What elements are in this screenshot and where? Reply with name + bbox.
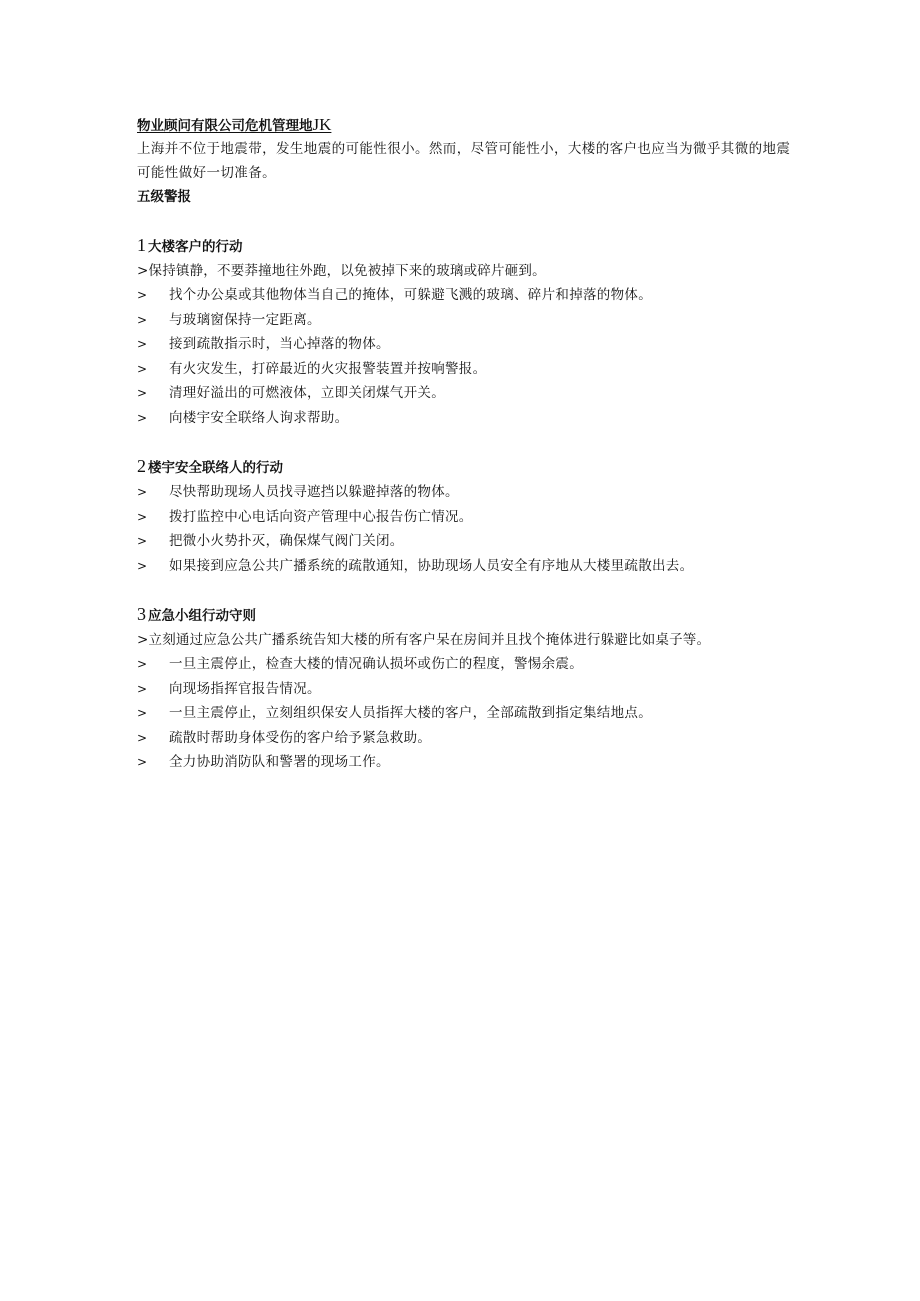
list-item	[137, 283, 797, 308]
list-item	[137, 357, 797, 382]
list-item	[137, 332, 797, 357]
alert-level-heading: 五级警报	[137, 189, 191, 205]
list-item-text: 疏散时帮助身体受伤的客户给予紧急救助。	[169, 729, 432, 746]
section-lead-line: >立刻通过应急公共广播系统告知大楼的所有客户呆在房间并且找个掩体进行躲避比如桌子等。	[137, 632, 711, 648]
list-item-text: 全力协助消防队和警署的现场工作。	[169, 754, 390, 770]
list-item	[137, 505, 797, 530]
bullet-marker: >	[137, 410, 148, 425]
list-item	[137, 750, 797, 775]
list-item	[137, 701, 797, 726]
bullet-marker: >	[137, 681, 148, 696]
list-item-text: 一旦主震停止，立刻组织保安人员指挥大楼的客户，全部疏散到指定集结地点。	[169, 705, 652, 721]
bullet-marker: >	[137, 509, 148, 524]
bullet-marker: >	[137, 288, 148, 302]
section-number: 3	[137, 604, 146, 624]
section-number: 1	[137, 235, 146, 255]
list-item-text: 尽快帮助现场人员找寻遮挡以躲避掉落的物体。	[169, 484, 459, 500]
title-suffix: JK	[312, 115, 332, 134]
bullet-marker: >	[137, 386, 148, 400]
bullet-marker: >	[137, 485, 148, 499]
list-item-text: 拨打监控中心电话向资产管理中心报告伤亡情况。	[169, 508, 473, 525]
bullet-marker: >	[137, 755, 148, 769]
section-heading	[137, 454, 797, 480]
section-number: 2	[137, 456, 146, 476]
bullet-marker: >	[137, 312, 148, 327]
section-1	[137, 233, 797, 430]
list-item-text: 向楼宇安全联络人询求帮助。	[169, 409, 349, 426]
section-heading	[137, 233, 797, 259]
list-item	[137, 652, 797, 677]
list-item-text: 把微小火势扑灭，确保煤气阀门关闭。	[169, 533, 404, 549]
list-item-text: 一旦主震停止，检查大楼的情况确认损坏或伤亡的程度，警惕余震。	[169, 656, 583, 672]
list-item-text: 向现场指挥官报告情况。	[169, 680, 321, 697]
section-heading	[137, 602, 797, 628]
section-heading-text: 楼宇安全联络人的行动	[148, 460, 283, 476]
list-item-text: 有火灾发生，打碎最近的火灾报警装置并按响警报。	[169, 360, 487, 377]
list-item	[137, 308, 797, 333]
section-lead-line: >保持镇静，不要莽撞地往外跑，以免被掉下来的玻璃或碎片砸到。	[137, 263, 546, 279]
sections-container	[137, 233, 797, 775]
bullet-marker: >	[137, 534, 148, 548]
list-item	[137, 677, 797, 702]
bullet-marker: >	[137, 558, 148, 573]
intro-paragraph: 上海并不位于地震带，发生地震的可能性很小。然而，尽管可能性小，大楼的客户也应当为微乎其微的地震可能性做好一切准备。	[137, 141, 791, 181]
bullet-marker: >	[137, 361, 148, 376]
section-heading-text: 大楼客户的行动	[148, 239, 243, 255]
list-item	[137, 406, 797, 431]
list-item-text: 与玻璃窗保持一定距离。	[169, 311, 321, 328]
bullet-marker: >	[137, 337, 148, 351]
document-content	[137, 114, 797, 775]
list-item-text: 接到疏散指示时，当心掉落的物体。	[169, 336, 390, 352]
list-item-text: 找个办公桌或其他物体当自己的掩体，可躲避飞溅的玻璃、碎片和掉落的物体。	[169, 287, 652, 303]
list-item-text: 清理好溢出的可燃液体，立即关闭煤气开关。	[169, 385, 445, 401]
bullet-marker: >	[137, 730, 148, 745]
list-item	[137, 554, 797, 579]
list-item	[137, 726, 797, 751]
title-text: 物业顾问有限公司危机管理地	[137, 118, 313, 134]
list-item	[137, 480, 797, 505]
section-heading-text: 应急小组行动守则	[148, 608, 256, 624]
document-title	[137, 114, 797, 137]
section-3	[137, 602, 797, 775]
section-2	[137, 454, 797, 578]
list-item	[137, 529, 797, 554]
bullet-marker: >	[137, 706, 148, 720]
bullet-marker: >	[137, 657, 148, 671]
list-item-text: 如果接到应急公共广播系统的疏散通知，协助现场人员安全有序地从大楼里疏散出去。	[169, 557, 694, 574]
list-item	[137, 381, 797, 406]
